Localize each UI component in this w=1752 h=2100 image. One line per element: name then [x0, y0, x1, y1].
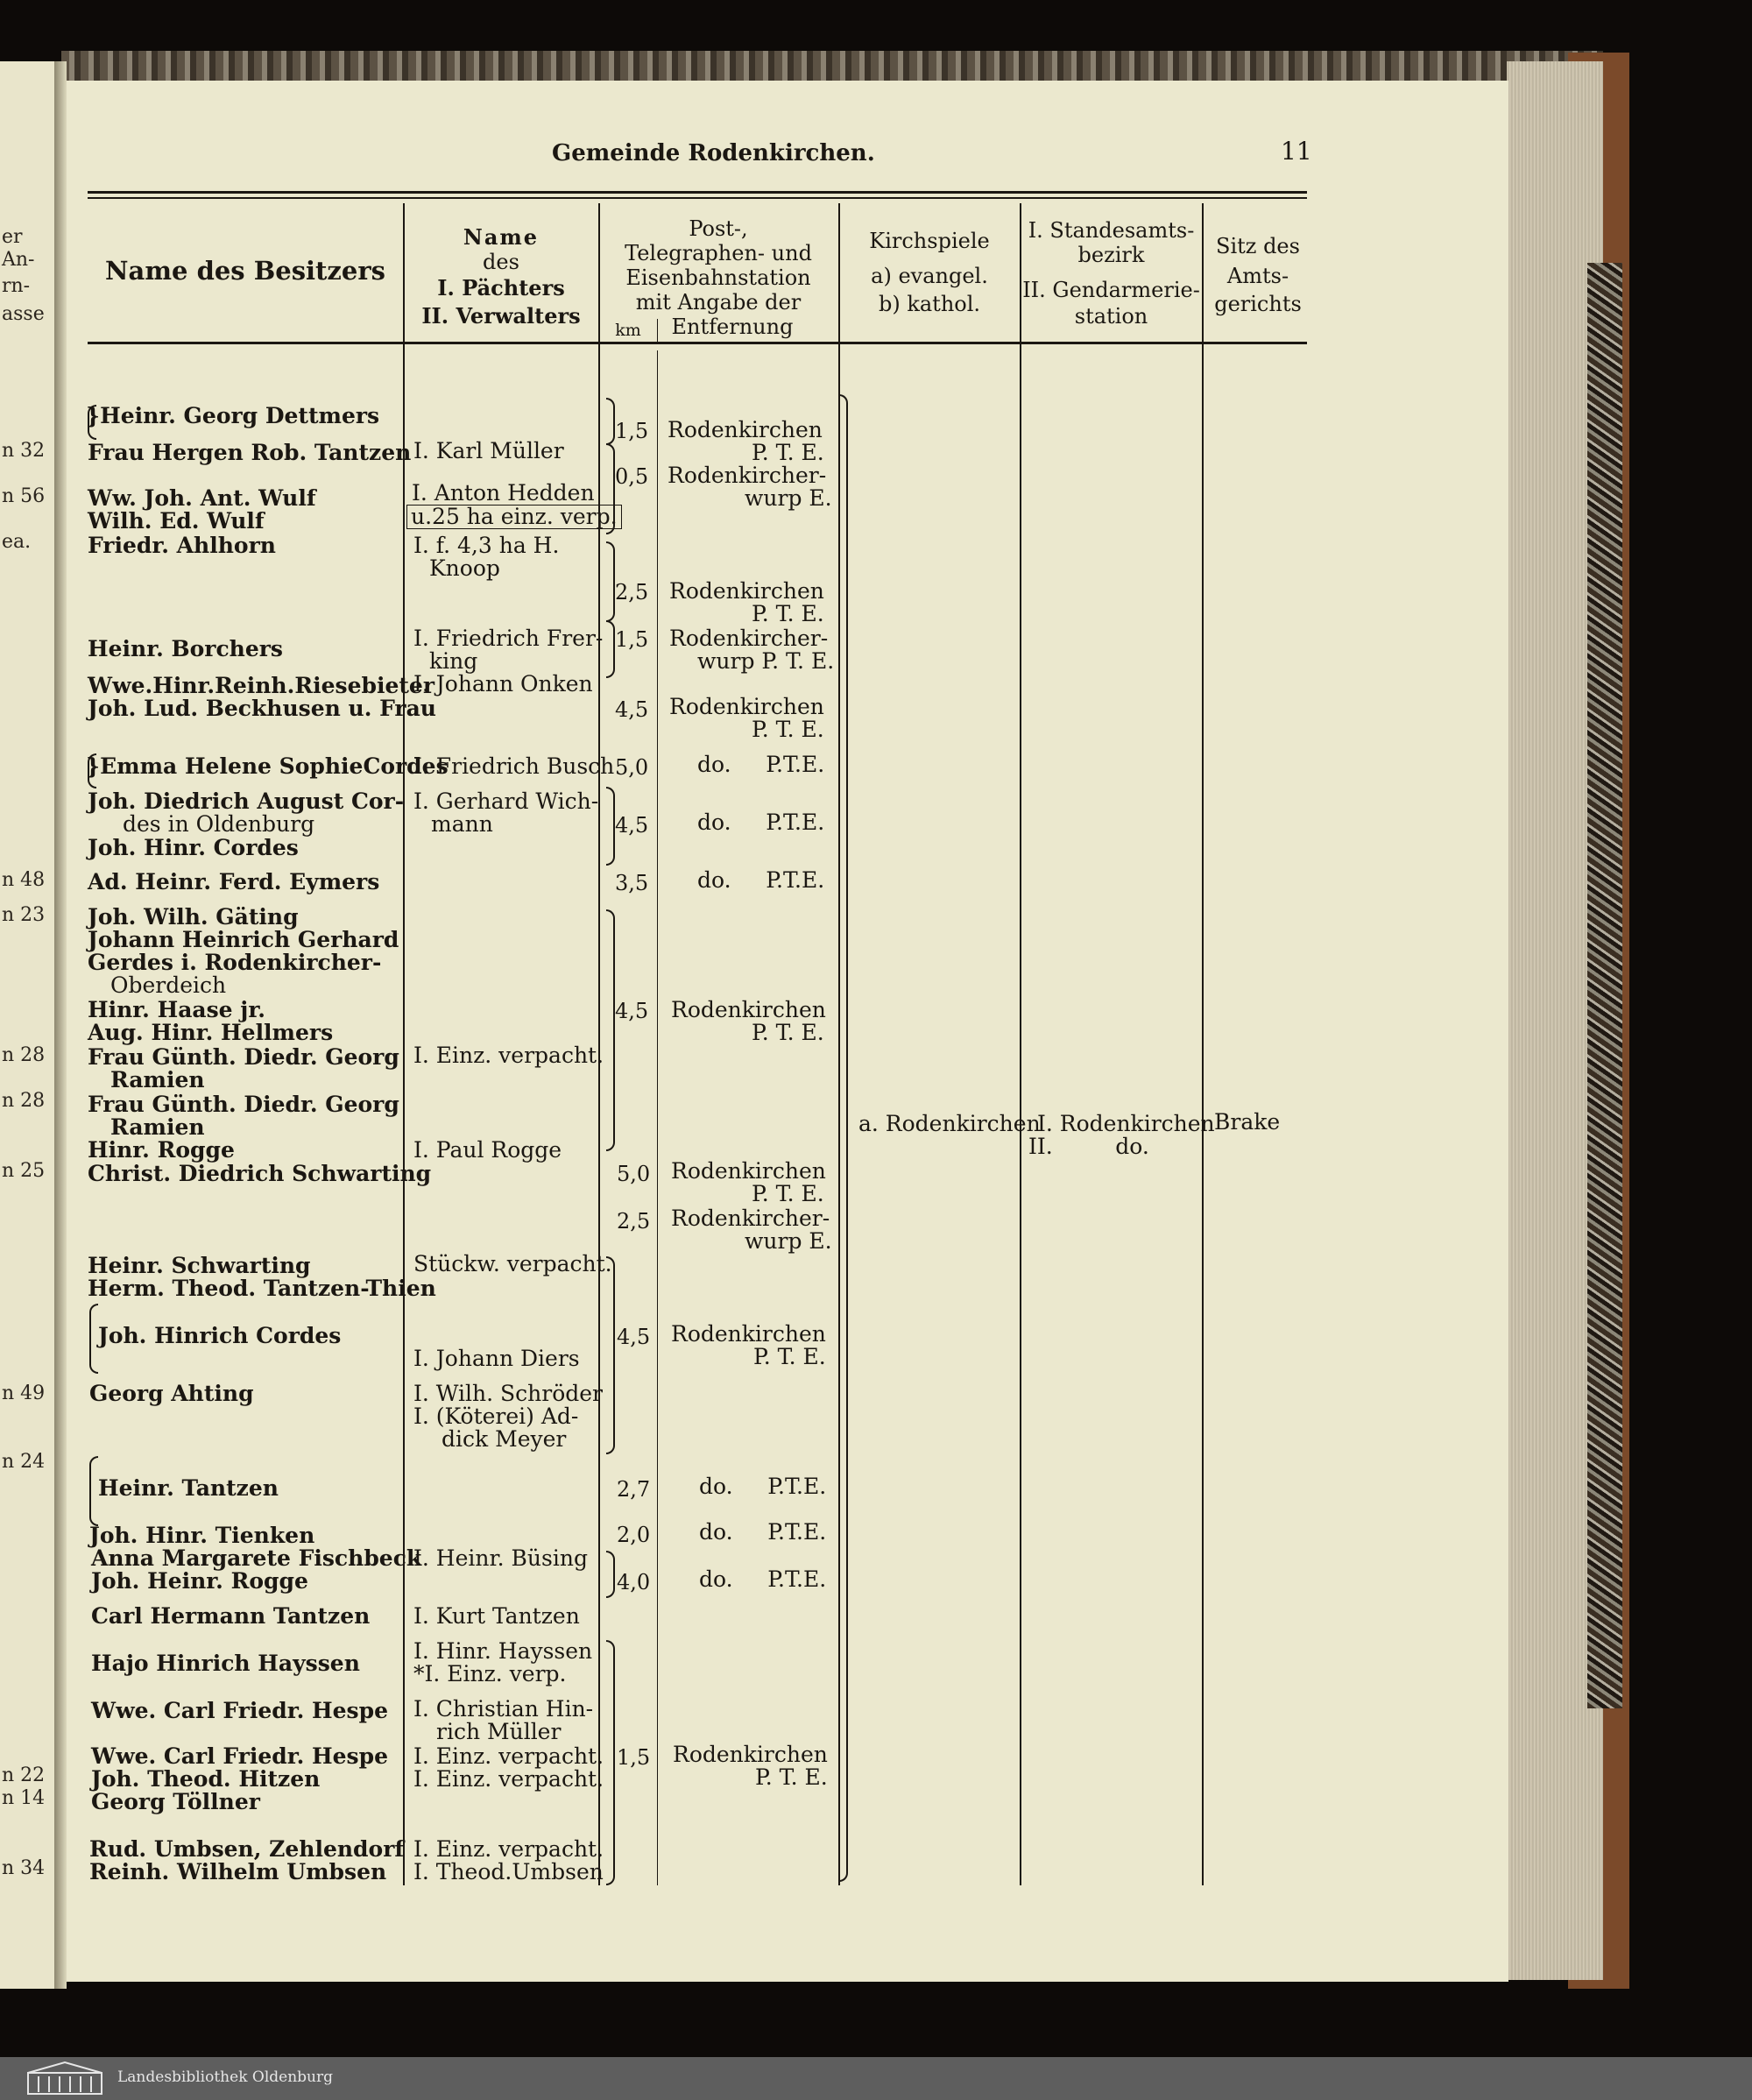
owner-name: Heinr. Borchers [88, 636, 284, 661]
column-header-registry: I. Standesamts- [1028, 218, 1195, 243]
column-header-parish: Kirchspiele [869, 229, 990, 253]
column-rule [1202, 203, 1204, 1885]
bracket [89, 1456, 98, 1526]
bracket [606, 909, 615, 1151]
distance-km: 2,5 [617, 1209, 651, 1234]
tenant-name: I. Einz. verpacht. [413, 1043, 604, 1068]
owner-name: Christ. Diedrich Schwarting [88, 1161, 432, 1186]
facing-page-text: er [2, 226, 23, 248]
court-seat: Brake [1214, 1109, 1281, 1135]
library-name: Landesbibliothek Oldenburg [117, 2068, 334, 2086]
station-name: Rodenkirchen [671, 997, 826, 1022]
station-name: Rodenkirchen [671, 1158, 826, 1184]
owner-name: Joh. Hinr. Tienken [89, 1523, 315, 1548]
station-name: P. T. E. [752, 601, 824, 626]
tenant-name: I. Einz. verpacht. [413, 1743, 604, 1769]
facing-page-text: An- [2, 249, 35, 271]
station-name: do. P.T.E. [697, 810, 825, 835]
station-name: P. T. E. [752, 717, 824, 742]
station-name: Rodenkircher- [671, 1206, 830, 1231]
tenant-name: I. Wilh. Schröder [413, 1381, 603, 1406]
parish-name: a. Rodenkirchen [858, 1111, 1041, 1136]
station-name: do. P.T.E. [699, 1519, 827, 1545]
column-header-court: Sitz des [1216, 234, 1300, 258]
distance-km: 2,7 [617, 1477, 651, 1502]
column-header-km: km [615, 321, 641, 340]
column-header-registry: bezirk [1077, 243, 1145, 267]
distance-km: 4,5 [615, 697, 649, 722]
column-rule [657, 319, 658, 342]
station-name: P. T. E. [753, 1344, 826, 1369]
owner-name: Wilh. Ed. Wulf [88, 508, 265, 534]
header-rule [88, 191, 1307, 194]
tenant-name: u.25 ha einz. verp. [406, 505, 622, 529]
bracket [606, 620, 615, 678]
tenant-name: I. Paul Rogge [413, 1137, 562, 1163]
column-header-registry: II. Gendarmerie- [1022, 278, 1200, 302]
tenant-name: I. f. 4,3 ha H. [413, 533, 560, 558]
bracket [606, 398, 615, 445]
bracket [839, 394, 848, 1882]
tenant-name: rich Müller [436, 1719, 562, 1744]
station-name: P. T. E. [752, 440, 824, 465]
column-header-tenant: Name [463, 224, 540, 250]
tenant-name: I. Einz. verpacht. [413, 1836, 604, 1862]
tenant-name: I. Karl Müller [413, 438, 564, 463]
bracket [88, 405, 96, 440]
distance-km: 2,5 [615, 580, 649, 605]
column-header-post: Post-, [689, 216, 748, 241]
owner-name: Rud. Umbsen, Zehlendorf [89, 1836, 405, 1862]
owner-name: Herm. Theod. Tantzen-Thien [88, 1276, 436, 1301]
station-name: P. T. E. [752, 1020, 824, 1045]
station-name: P. T. E. [752, 1181, 824, 1206]
facing-page-text: asse [2, 303, 45, 325]
column-header-tenant: II. Verwalters [421, 303, 581, 329]
owner-name: Ramien [110, 1067, 205, 1092]
facing-page-text: n 24 [2, 1451, 46, 1473]
page-number: 11 [1281, 137, 1312, 166]
column-rule [1020, 203, 1021, 1885]
column-header-parish: a) evangel. [871, 264, 988, 288]
tenant-name: king [429, 648, 478, 674]
facing-page-text: rn- [2, 275, 31, 297]
distance-km: 1,5 [615, 419, 649, 443]
bracket [606, 1551, 615, 1598]
station-name: wurp E. [745, 485, 832, 511]
owner-name: Heinr. Tantzen [98, 1475, 279, 1501]
facing-page-text: n 28 [2, 1090, 46, 1112]
owner-name: Oberdeich [110, 972, 227, 998]
owner-name: Johann Heinrich Gerhard [88, 927, 399, 952]
tenant-name: I. Johann Diers [413, 1346, 580, 1371]
owner-name: Georg Töllner [91, 1789, 260, 1814]
tenant-name: Knoop [429, 555, 500, 581]
facing-page-text: ea. [2, 531, 32, 553]
owner-name: Anna Margarete Fischbeck [91, 1545, 422, 1571]
tenant-name: Stückw. verpacht. [413, 1251, 612, 1276]
owner-name: Georg Ahting [89, 1381, 254, 1406]
owner-name: Aug. Hinr. Hellmers [88, 1020, 334, 1045]
owner-name: Joh. Theod. Hitzen [91, 1766, 321, 1792]
owner-name: Ww. Joh. Ant. Wulf [88, 485, 316, 511]
tenant-name: I. Gerhard Wich- [413, 788, 599, 814]
station-name: wurp E. [745, 1228, 832, 1254]
tenant-name: I. Friedrich Busch [413, 753, 615, 779]
owner-name: Frau Hergen Rob. Tantzen [88, 440, 412, 465]
column-header-post: mit Angabe der [635, 290, 802, 315]
station-name: do. P.T.E. [699, 1566, 827, 1592]
bracket [606, 787, 615, 866]
owner-name: Gerdes i. Rodenkircher- [88, 950, 382, 975]
distance-km: 2,0 [617, 1523, 651, 1547]
column-header-tenant: des [483, 250, 519, 274]
owner-name: Joh. Hinrich Cordes [98, 1323, 342, 1348]
station-name: Rodenkirchen [669, 578, 824, 604]
header-rule [88, 197, 1307, 199]
header-rule [88, 342, 1307, 344]
column-header-registry: station [1074, 304, 1148, 329]
facing-page-text: n 23 [2, 904, 46, 926]
column-header-parish: b) kathol. [878, 292, 981, 316]
tenant-name: I. Johann Onken [413, 671, 593, 696]
column-header-owner: Name des Besitzers [105, 256, 385, 286]
owner-name: Hinr. Rogge [88, 1137, 235, 1163]
owner-name: Heinr. Schwarting [88, 1253, 311, 1278]
owner-name: Hinr. Haase jr. [88, 997, 265, 1022]
bracket [606, 1640, 615, 1885]
station-name: do. P.T.E. [699, 1474, 827, 1499]
owner-name: Wwe.Hinr.Reinh.Riesebieter [88, 673, 434, 698]
column-header-court: gerichts [1214, 292, 1302, 316]
owner-name: Joh. Wilh. Gäting [88, 904, 299, 930]
distance-km: 1,5 [617, 1745, 651, 1770]
facing-page-text: n 25 [2, 1160, 46, 1182]
bracket [606, 443, 615, 534]
owner-name: Joh. Lud. Beckhusen u. Frau [88, 696, 436, 721]
station-name: Rodenkirchen [673, 1742, 828, 1767]
column-header-tenant: I. Pächters [437, 275, 565, 301]
facing-page-text: n 28 [2, 1044, 46, 1066]
owner-name: Ad. Heinr. Ferd. Eymers [88, 869, 380, 894]
distance-km: 5,0 [617, 1162, 651, 1186]
tenant-name: I. Hinr. Hayssen [413, 1638, 593, 1664]
facing-page-text: n 14 [2, 1787, 46, 1809]
station-name: Rodenkirchen [669, 694, 824, 719]
tenant-name: I. Friedrich Frer- [413, 626, 604, 651]
station-name: P. T. E. [755, 1764, 828, 1790]
owner-name: Friedr. Ahlhorn [88, 533, 276, 558]
owner-name: Reinh. Wilhelm Umbsen [89, 1859, 387, 1884]
tenant-name: I. Heinr. Büsing [413, 1545, 588, 1571]
tenant-name: dick Meyer [442, 1426, 567, 1452]
station-name: Rodenkircher- [669, 626, 829, 651]
station-name: Rodenkirchen [668, 417, 823, 442]
station-name: do. P.T.E. [697, 867, 825, 893]
owner-name: }Emma Helene SophieCordes [86, 753, 449, 779]
running-head: Gemeinde Rodenkirchen. [552, 140, 875, 166]
tenant-name: mann [431, 811, 493, 837]
column-header-distance: Entfernung [671, 315, 794, 339]
owner-name: }Heinr. Georg Dettmers [86, 403, 380, 428]
facing-page-text: n 49 [2, 1382, 46, 1404]
distance-km: 4,5 [617, 1325, 651, 1349]
distance-km: 1,5 [615, 627, 649, 652]
distance-km: 4,5 [615, 813, 649, 838]
facing-page-text: n 32 [2, 440, 46, 462]
library-logo-icon [25, 2061, 105, 2096]
owner-name: Wwe. Carl Friedr. Hespe [91, 1698, 389, 1723]
owner-name: Frau Günth. Diedr. Georg [88, 1044, 399, 1070]
book-gutter [54, 61, 67, 1989]
bracket [606, 541, 615, 622]
owner-name: des in Oldenburg [123, 811, 315, 837]
distance-km: 4,5 [615, 999, 649, 1023]
distance-km: 0,5 [615, 464, 649, 489]
bracket [88, 753, 96, 788]
facing-page-text: n 34 [2, 1857, 46, 1879]
owner-name: Ramien [110, 1114, 205, 1140]
tenant-name: *I. Einz. verp. [413, 1661, 567, 1686]
tenant-name: I. Theod.Umbsen [413, 1859, 604, 1884]
owner-name: Joh. Hinr. Cordes [88, 835, 299, 860]
facing-page-edge [0, 61, 56, 1989]
owner-name: Carl Hermann Tantzen [91, 1603, 371, 1629]
column-header-post: Eisenbahnstation [625, 265, 811, 290]
tenant-name: I. Einz. verpacht. [413, 1766, 604, 1792]
registry-office: I. Rodenkirchen [1037, 1111, 1215, 1136]
column-header-court: Amts- [1226, 264, 1289, 288]
facing-page-text: n 22 [2, 1764, 46, 1786]
marbled-cover [1587, 263, 1622, 1708]
tenant-name: I. Anton Hedden [412, 480, 595, 506]
distance-km: 3,5 [615, 871, 649, 895]
column-rule [657, 350, 658, 1885]
bracket [89, 1304, 98, 1374]
distance-km: 5,0 [615, 755, 649, 780]
tenant-name: I. Christian Hin- [413, 1696, 594, 1722]
tenant-name: I. (Köterei) Ad- [413, 1404, 579, 1429]
station-name: Rodenkirchen [671, 1321, 826, 1347]
tenant-name: I. Kurt Tantzen [413, 1603, 580, 1629]
station-name: do. P.T.E. [697, 752, 825, 777]
facing-page-text: n 48 [2, 869, 46, 891]
facing-page-text: n 56 [2, 485, 46, 507]
owner-name: Joh. Diedrich August Cor- [88, 788, 405, 814]
owner-name: Wwe. Carl Friedr. Hespe [91, 1743, 389, 1769]
station-name: wurp P. T. E. [697, 648, 835, 674]
station-name: Rodenkircher- [668, 463, 827, 488]
bracket [606, 1256, 615, 1454]
gendarmerie-station: II. do. [1028, 1134, 1149, 1159]
owner-name: Joh. Heinr. Rogge [91, 1568, 308, 1594]
distance-km: 4,0 [617, 1570, 651, 1594]
column-header-post: Telegraphen- und [625, 241, 812, 265]
owner-name: Hajo Hinrich Hayssen [91, 1651, 360, 1676]
owner-name: Frau Günth. Diedr. Georg [88, 1092, 399, 1117]
